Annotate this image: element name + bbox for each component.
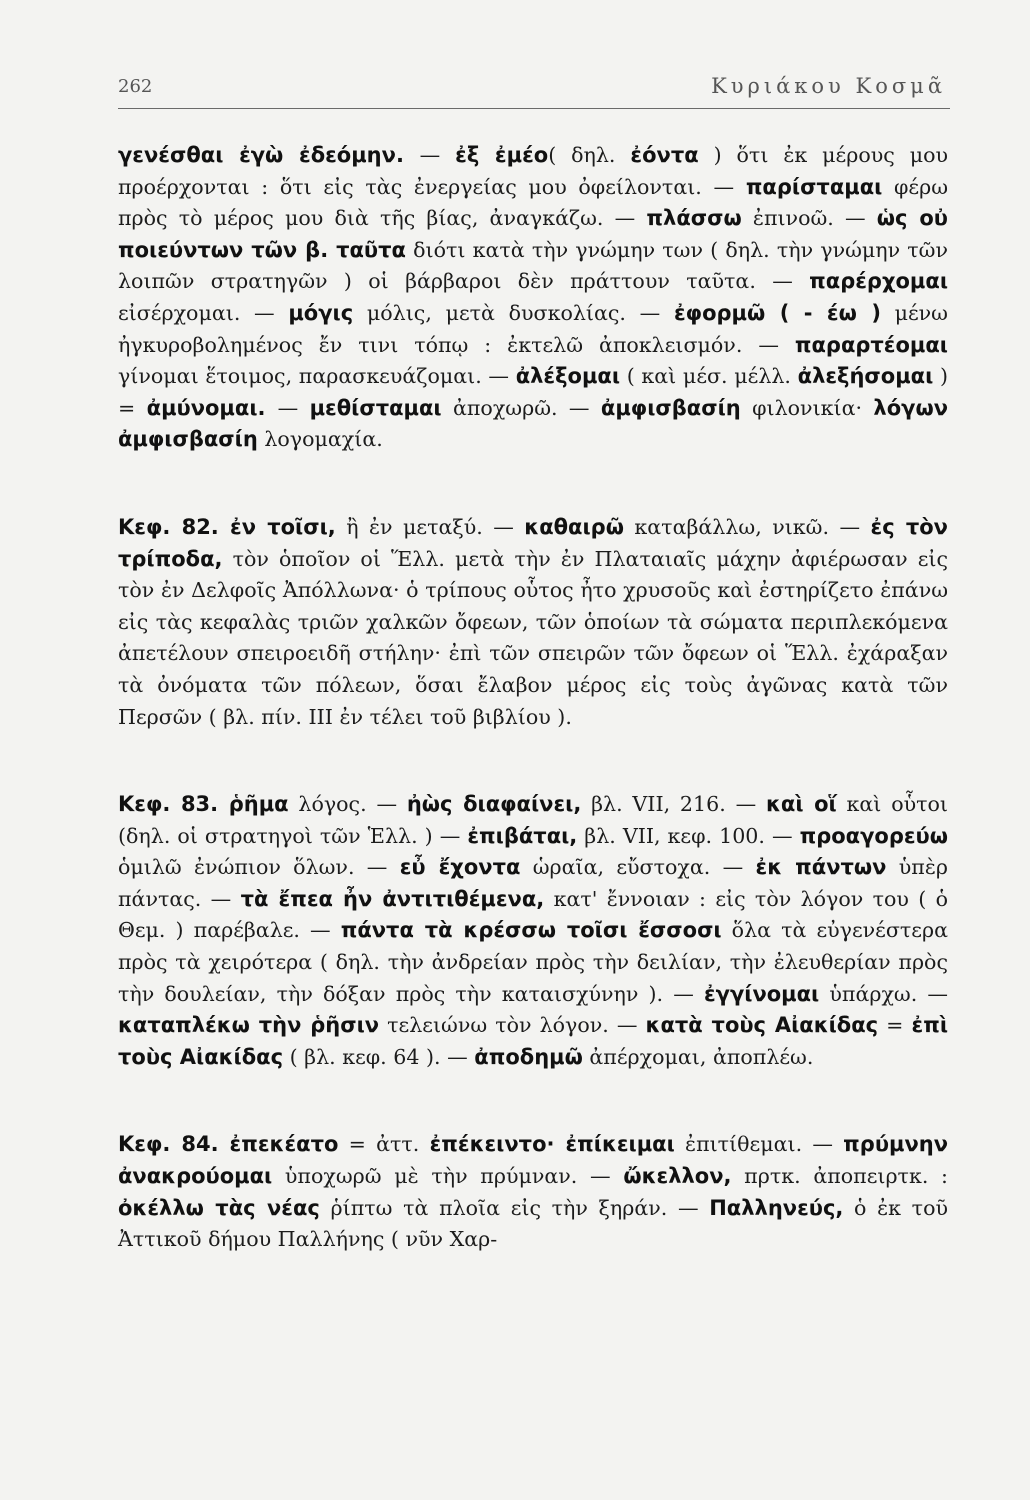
lemma: τὰ ἔπεα ἦν ἀντιτιθέμενα, — [240, 886, 545, 911]
gloss: ἀπέρχομαι, ἀποπλέω. — [582, 1044, 814, 1069]
lemma: Παλληνεύς, — [709, 1195, 844, 1220]
gloss: γίνομαι ἕτοιμος, παρασκευάζομαι. — — [118, 364, 516, 389]
lemma: παρέρχομαι — [809, 269, 948, 294]
gloss: βλ. VII, κεφ. 100. — — [577, 823, 800, 848]
gloss: — — [277, 395, 310, 420]
lemma: ἀμύνομαι. — [146, 395, 278, 420]
running-title: Κυριάκου Κοσμᾶ — [711, 74, 946, 98]
gloss: μένω ἠγκυροβολημένος ἔν τινι τόπῳ : ἐκτελῶ ἀποκλεισμόν. — — [118, 300, 948, 357]
paragraph-chapter-84 — [118, 1129, 948, 1255]
gloss: διότι κατὰ τὴν γνώμην των ( δηλ. τὴν γνώμην τῶν λοιπῶν στρατηγῶν ) οἱ βάρβαροι δὲν πράττουν ταῦτα. — — [118, 237, 948, 294]
gloss: μόλις, μετὰ δυσκολίας. — — [353, 300, 674, 325]
lemma: πάντα τὰ κρέσσω τοῖσι ἔσσοσι — [340, 918, 722, 943]
gloss: ἐπινοῶ. — — [741, 206, 877, 231]
gloss: τὸν ὁποῖον οἱ Ἕλλ. μετὰ τὴν ἐν Πλαταιαῖς μάχην ἀφιέρωσαν εἰς τὸν ἐν Δελφοῖς Ἀπόλλωνα· ὁ τρίπους οὗτος ἦτο χρυσοῦς καὶ ἐστηρίζετο ἐπάνω εἰς τὰς κεφαλὰς τριῶν χαλκῶν ὄφεων, τῶν ὁποίων τὰ σώματα περιπλεκόμενα ἀπετέλουν σπειροειδῆ στήλην· ἐπὶ τῶν σπειρῶν τῶν ὄφεων οἱ Ἕλλ. ἐχάραξαν τὰ ὀνόματα τῶν πόλεων, ὅσαι ἔλαβον μέρος εἰς τοὺς ἀγῶνας κατὰ τῶν Περσῶν ( βλ. πίν. III ἐν τέλει τοῦ βιβλίου ). — [118, 546, 948, 729]
gloss: τελειώνω τὸν λόγον. — — [379, 1013, 646, 1038]
gloss: ὡραῖα, εὔστοχα. — — [520, 855, 756, 880]
lemma: ἐπέκειντο· ἐπίκειμαι — [429, 1132, 675, 1157]
gloss: βλ. VII, 216. — — [581, 792, 766, 817]
gloss: ἐπιτίθεμαι. — — [674, 1132, 844, 1157]
lemma: ἀποδημῶ — [474, 1044, 583, 1069]
lemma: κατὰ τοὺς Αἰακίδας — [645, 1013, 879, 1038]
lemma: Κεφ. 82. ἐν τοῖσι, — [118, 514, 336, 539]
lemma: μόγις — [288, 300, 354, 325]
lemma: πρύμνην ἀνακρούομαι — [118, 1132, 949, 1189]
gloss: = ἀττ. — [338, 1132, 430, 1157]
lemma: ἐπιβάται, — [467, 823, 578, 848]
gloss: ) = — [118, 364, 948, 420]
lemma: λόγων ἀμφισβασίη — [118, 395, 948, 452]
gloss: ( βλ. κεφ. 64 ). — — [283, 1044, 475, 1069]
lemma: ἐκ πάντων — [755, 855, 887, 880]
gloss: εἰσέρχομαι. — — [118, 300, 289, 325]
lemma: καταπλέκω τὴν ῥῆσιν — [118, 1013, 380, 1038]
gloss: λογομαχία. — [257, 427, 383, 452]
gloss: ὁ ἐκ τοῦ Ἀττικοῦ δήμου Παλλήνης ( νῦν Χαρ- — [118, 1195, 948, 1252]
page-number: 262 — [118, 76, 153, 97]
gloss: ὑπάρχω. — — [819, 981, 949, 1006]
gloss: κατ' ἔννοιαν : εἰς τὸν λόγον του ( ὁ Θεμ. ) παρέβαλε. — — [118, 886, 948, 943]
lemma: ἀλέξομαι — [515, 364, 621, 389]
gloss: ( δηλ. — [548, 143, 631, 167]
gloss: πρτκ. ἀποπειρτκ. : — [731, 1164, 948, 1189]
gloss: ῥίπτω τὰ πλοῖα εἰς τὴν ξηράν. — — [319, 1195, 710, 1220]
lemma: μεθίσταμαι — [309, 395, 442, 420]
gloss: φέρω πρὸς τὸ μέρος μου διὰ τῆς βίας, ἀναγκάζω. — — [118, 174, 948, 231]
lemma: ὀκέλλω τὰς νέας — [118, 1195, 320, 1220]
gloss: = — [878, 1013, 912, 1038]
paragraph-chapter-83 — [118, 789, 948, 1073]
lemma: καθαιρῶ — [524, 514, 624, 539]
lemma: ἀμφισβασίη — [600, 395, 741, 420]
paragraph-chapter-82 — [118, 512, 948, 733]
lemma: πλάσσω — [646, 206, 742, 231]
lemma: γενέσθαι ἐγὼ ἐδεόμην. — [118, 143, 420, 167]
lemma: ἐς τὸν τρίποδα, — [118, 514, 948, 571]
lemma: παρίσταμαι — [745, 174, 883, 199]
lemma: ὡς οὐ ποιεύντων τῶν β. ταῦτα — [118, 206, 948, 262]
gloss: ἢ ἐν μεταξύ. — — [335, 514, 525, 539]
gloss: καταβάλλω, νικῶ. — — [623, 514, 871, 539]
lemma: ἐόντα — [630, 143, 699, 167]
lemma: ἐξ ἐμέο — [455, 143, 549, 167]
lemma: παραρτέομαι — [794, 332, 948, 357]
commentary-text — [118, 140, 948, 1256]
paragraph-continuation — [118, 140, 948, 456]
lemma: ἀλεξήσομαι — [797, 364, 934, 389]
gloss: ( καὶ μέσ. μέλλ. — [620, 364, 798, 389]
gloss: ὑπὲρ πάντας. — — [118, 855, 948, 911]
lemma: Κεφ. 84. ἐπεκέατο — [118, 1132, 339, 1157]
gloss: καὶ οὗτοι (δηλ. οἱ στρατηγοὶ τῶν Ἑλλ. ) — — [118, 792, 948, 848]
lemma: ἐπὶ τοὺς Αἰακίδας — [118, 1013, 948, 1069]
gloss: ὁμιλῶ ἐνώπιον ὅλων. — — [118, 855, 400, 880]
gloss: λόγος. — — [288, 792, 407, 817]
lemma: προαγορεύω — [799, 823, 948, 848]
lemma: εὖ ἔχοντα — [399, 855, 521, 880]
lemma: Κεφ. 83. ῥῆμα — [118, 792, 289, 817]
page-header — [118, 72, 950, 109]
gloss: φιλονικία· — [740, 395, 874, 420]
gloss: ἀποχωρῶ. — — [441, 395, 601, 420]
gloss: ) ὅτι ἐκ μέρους μου προέρχονται : ὅτι εἰς τὰς ἐνεργείας μου ὀφείλονται. — — [118, 143, 949, 199]
lemma: ὤκελλον, — [623, 1164, 732, 1189]
lemma: ἐφορμῶ ( - έω ) — [673, 300, 881, 325]
lemma: ἐγγίνομαι — [703, 981, 820, 1006]
gloss: — — [419, 143, 456, 167]
gloss: ὑποχωρῶ μὲ τὴν πρύμναν. — — [272, 1164, 624, 1189]
lemma: καὶ οἵ — [766, 792, 837, 817]
gloss: ὅλα τὰ εὐγενέστερα πρὸς τὰ χειρότερα ( δηλ. τὴν ἀνδρείαν πρὸς τὴν δειλίαν, τὴν ἐλευθερίαν πρὸς τὴν δουλείαν, τὴν δόξαν πρὸς τὴν καταισχύνην ). — — [118, 918, 948, 1006]
lemma: ἠὼς διαφαίνει, — [406, 792, 582, 817]
